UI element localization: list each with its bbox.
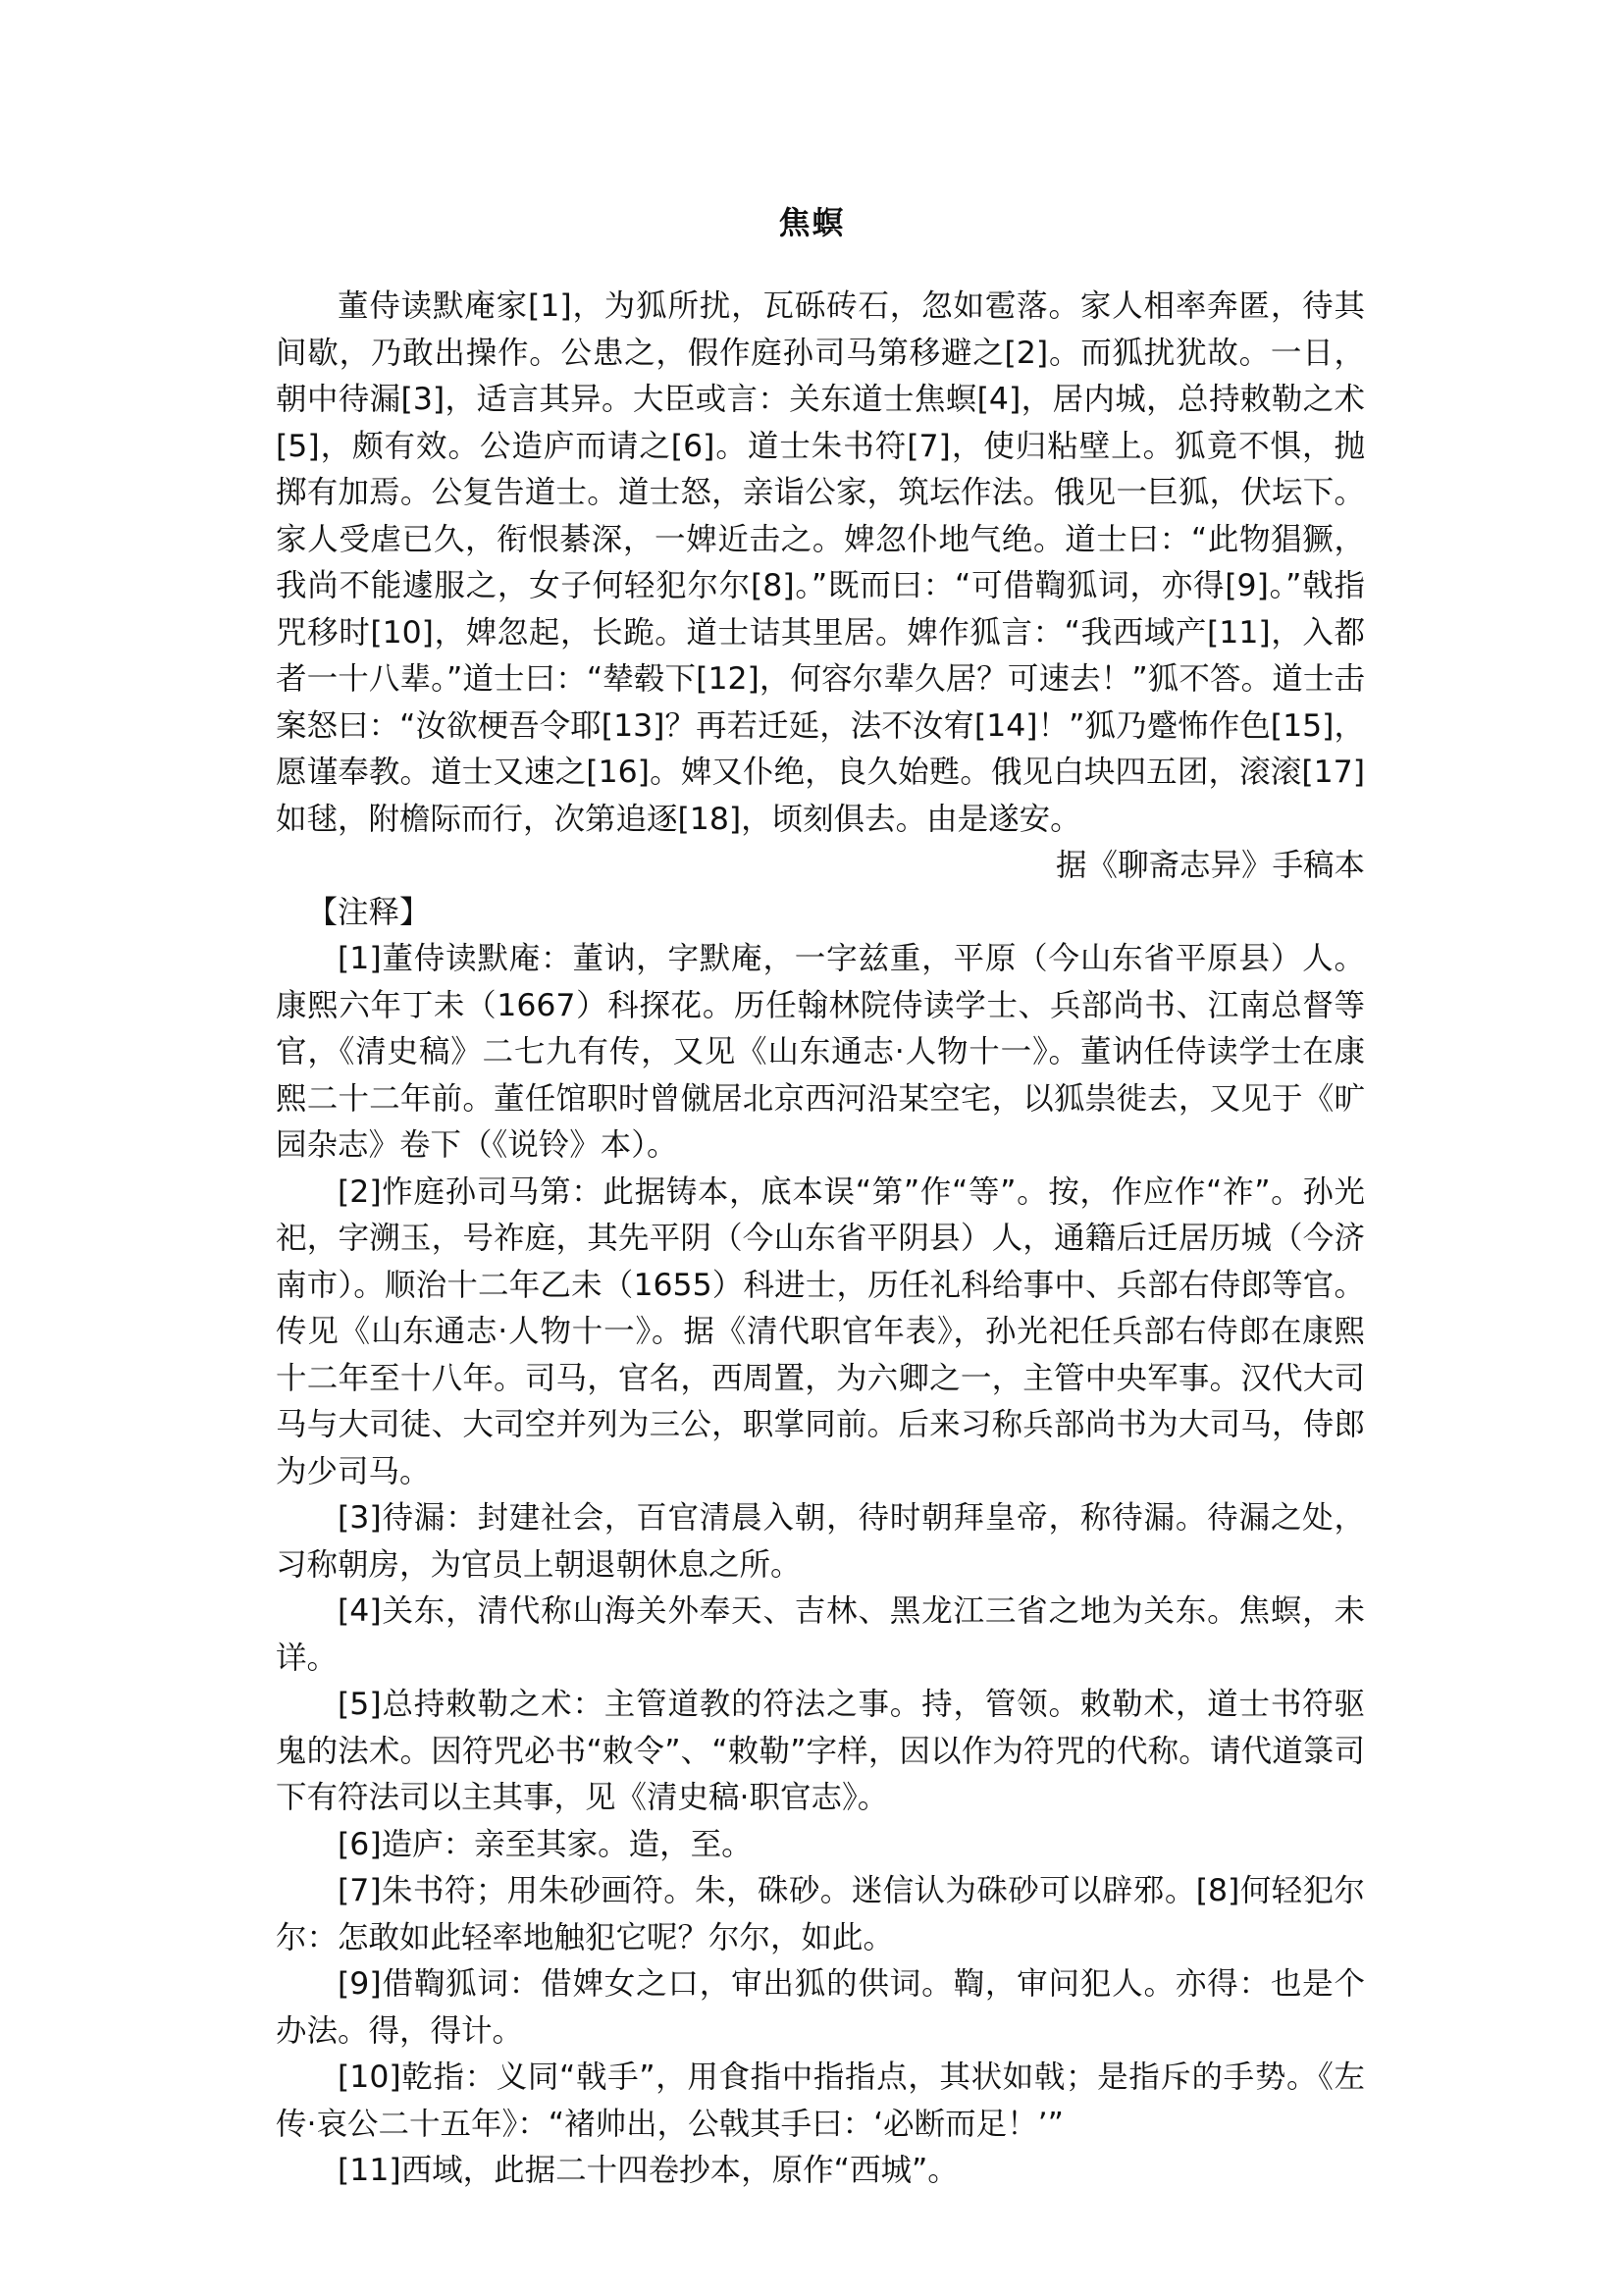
note-item: [7]朱书符；用朱砂画符。朱，硃砂。迷信认为硃砂可以辟邪。[8]何轻犯尔尔：怎敢如此轻率地触犯它呢？尔尔，如此。: [276, 1873, 1365, 1955]
note-item: [6]造庐：亲至其家。造，至。: [338, 1826, 753, 1862]
note-item: [2]怍庭孙司马第：此据铸本，底本误“第”作“等”。按，作应作“祚”。孙光祀，字溯玉，号祚庭，其先平阴（今山东省平阴县）人，通籍后迁居历城（今济南市）。顺治十二年乙未（1655）科进士，历任礼科给事中、兵部右侍郎等官。传见《山东通志·人物十一》。据《清代职官年表》，孙光祀任兵部右侍郎在康熙十二年至十八年。司马，官名，西周置，为六卿之一，主管中央军事。汉代大司马与大司徒、大司空并列为三公，职掌同前。后来习称兵部尚书为大司马，侍郎为少司马。: [276, 1173, 1365, 1489]
story-text: 董侍读默庵家[1]，为狐所扰，瓦砾砖石，忽如雹落。家人相率奔匿，待其间歇，乃敢出操作。公患之，假作庭孙司马第移避之[2]。而狐扰犹故。一日，朝中待漏[3]，适言其异。大臣或言：关东道士焦螟[4]，居内城，总持敕勒之术[5]，颇有效。公造庐而请之[6]。道士朱书符[7]，使归粘壁上。狐竟不惧，抛掷有加焉。公复告道士。道士怒，亲诣公家，筑坛作法。俄见一巨狐，伏坛下。家人受虐已久，衔恨綦深，一婢近击之。婢忽仆地气绝。道士曰：“此物猖獗，我尚不能遽服之，女子何轻犯尔尔[8]。”既而曰：“可借鞫狐词，亦得[9]。”戟指咒移时[10]，婢忽起，长跪。道士诘其里居。婢作狐言：“我西域产[11]，入都者一十八辈。”道士曰：“辇毂下[12]，何容尔辈久居？可速去！”狐不答。道士击案怒曰：“汝欲梗吾令耶[13]？再若迁延，法不汝宥[14]！”狐乃蹙怖作色[15]，愿谨奉教。道士又速之[16]。婢又仆绝，良久始甦。俄见白块四五团，滚滚[17]如毬，附檐际而行，次第追逐[18]，顷刻俱去。由是遂安。: [276, 288, 1365, 837]
page-title: 焦螟: [778, 204, 846, 241]
notes-heading: 【注释】: [306, 894, 431, 930]
note-item: [11]西域，此据二十四卷抄本，原作“西城”。: [338, 2153, 959, 2188]
note-item: [1]董侍读默庵：董讷，字默庵，一字兹重，平原（今山东省平原县）人。康熙六年丁未（1667）科探花。历任翰林院侍读学士、兵部尚书、江南总督等官，《清史稿》二七九有传，又见《山东通志·人物十一》。董讷任侍读学士在康熙二十二年前。董任馆职时曾僦居北京西河沿某空宅，以狐祟徙去，又见于《旷园杂志》卷下（《说铃》本）。: [276, 941, 1365, 1163]
note-item: [3]待漏：封建社会，百官清晨入朝，待时朝拜皇帝，称待漏。待漏之处，习称朝房，为官员上朝退朝休息之所。: [276, 1500, 1365, 1583]
note-item: [5]总持敕勒之术：主管道教的符法之事。持，管领。敕勒术，道士书符驱鬼的法术。因符咒必书“敕令”、“敕勒”字样，因以作为符咒的代称。请代道箓司下有符法司以主其事，见《清史稿·职官志》。: [276, 1687, 1365, 1815]
source-attribution: 据《聊斋志异》手稿本: [1055, 848, 1365, 883]
note-item: [9]借鞫狐词：借婢女之口，审出狐的供词。鞫，审问犯人。亦得：也是个办法。得，得计。: [276, 1966, 1365, 2049]
document-body: [276, 284, 1365, 2195]
note-item: [10]乾指：义同“戟手”，用食指中指指点，其状如戟；是指斥的手势。《左传·哀公二十五年》：“褚帅出，公戟其手曰：‘必断而足！’”: [276, 2059, 1365, 2142]
note-item: [4]关东，清代称山海关外奉天、吉林、黑龙江三省之地为关东。焦螟，未详。: [276, 1593, 1365, 1676]
